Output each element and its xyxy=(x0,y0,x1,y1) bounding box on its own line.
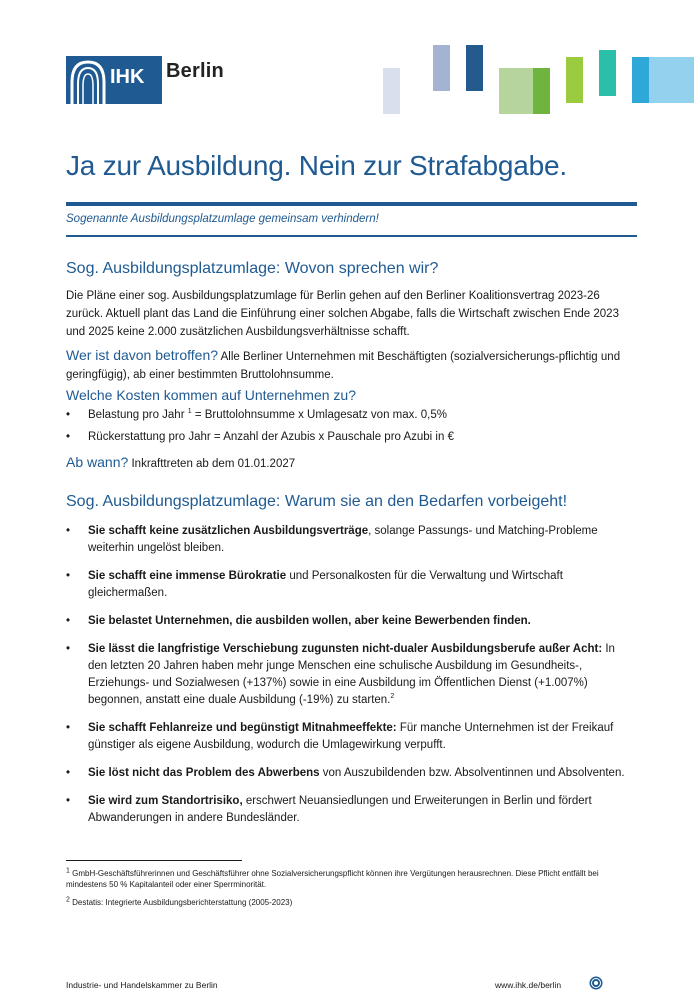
subtitle-rule xyxy=(66,235,637,237)
list-item xyxy=(66,613,626,630)
who-paragraph xyxy=(66,346,626,384)
cost1-text-rest: = Bruttolohnsumme x Umlagesatz von max. 0,5% xyxy=(191,409,447,421)
when-paragraph xyxy=(66,453,626,473)
footnote-1 xyxy=(66,868,626,890)
color-block xyxy=(599,50,616,96)
color-block xyxy=(499,68,533,114)
cost2-text: Rückerstattung pro Jahr = Anzahl der Azubis x Pauschale pro Azubi in € xyxy=(88,431,454,443)
footnote-text: GmbH-Geschäftsführerinnen und Geschäftsführer ohne Sozialversicherungspflicht können ihre Vergütungen herausrechnen. Diese Pflicht entfällt bei mindestens 50 % Kapitalanteil oder einer Sperrminorität. xyxy=(66,869,599,889)
reason-bold: Sie belastet Unternehmen, die ausbilden wollen, aber keine Bewerbenden finden. xyxy=(88,615,531,627)
reason-text: erschwert Neuansiedlungen und Erweiterungen in Berlin und fördert Abwanderungen in andere Bundesländer. xyxy=(88,795,592,824)
footnote-number: 2 xyxy=(66,896,70,904)
seal-icon xyxy=(589,976,603,990)
footnote-ref[interactable]: 1 xyxy=(187,408,192,416)
ihk-logo-mark xyxy=(66,56,162,104)
costs-list xyxy=(66,407,626,446)
section1-heading: Sog. Ausbildungsplatzumlage: Wovon sprechen wir? xyxy=(66,260,439,277)
footnote-text: Destatis: Integrierte Ausbildungsberichterstattung (2005-2023) xyxy=(69,898,293,907)
reason-bold: Sie löst nicht das Problem des Abwerbens xyxy=(88,767,320,779)
who-answer: Alle Berliner Unternehmen mit Beschäftigten (sozialversicherungs-pflichtig und geringfügig), ab einer bestimmten Bruttolohnsumme. xyxy=(66,351,621,381)
footnote-ref[interactable]: 2 xyxy=(390,693,395,701)
reason-bold: Sie schafft keine zusätzlichen Ausbildungsverträge xyxy=(88,525,369,537)
page-subtitle: Sogenannte Ausbildungsplatzumlage gemeinsam verhindern! xyxy=(66,213,379,225)
reason-text: , solange Passungs- und Matching-Probleme weiterhin ungelöst bleiben. xyxy=(88,525,598,554)
list-item xyxy=(66,407,626,424)
reason-text: und Personalkosten für die Verwaltung und Wirtschaft gleichermaßen. xyxy=(88,570,563,599)
section2-heading: Sog. Ausbildungsplatzumlage: Warum sie an den Bedarfen vorbeigeht! xyxy=(66,493,568,510)
color-block xyxy=(433,45,450,91)
color-block xyxy=(632,57,649,103)
list-item xyxy=(66,429,626,446)
costs-heading: Welche Kosten kommen auf Unternehmen zu? xyxy=(66,387,357,403)
reason-text: Für manche Unternehmen ist der Freikauf günstiger als eigene Ausbildung, wodurch die Umlagewirkung verpufft. xyxy=(88,722,614,751)
section1-intro: Die Pläne einer sog. Ausbildungsplatzumlage für Berlin gehen auf den Berliner Koalitionsvertrag 2023-26 zurück. Aktuell plant das Land die Einführung einer solchen Abgabe, falls die Wirtschaft zwischen Ende 2023 und 2025 keine 2.000 zusätzlichen Ausbildungsverhältnisse schafft. xyxy=(66,290,619,338)
list-item xyxy=(66,720,626,754)
footer-url[interactable]: www.ihk.de/berlin xyxy=(495,980,562,990)
footnote-rule xyxy=(66,860,242,861)
footnote-2 xyxy=(66,897,626,908)
color-block xyxy=(466,45,483,91)
color-block xyxy=(566,57,583,103)
when-answer: Inkrafttreten ab dem 01.01.2027 xyxy=(128,458,296,470)
reasons-list xyxy=(66,523,626,827)
reason-text: In den letzten 20 Jahren haben mehr junge Menschen eine schulische Ausbildung im Gesundheits-, Erziehungs- und Sozialwesen (+137%) sowie in eine Ausbildung im Öffentlichen Dienst (+1.007%) begonnen, anstatt eine duale Ausbildung (-19%) zu starten. xyxy=(88,643,615,706)
reason-bold: Sie schafft eine immense Bürokratie xyxy=(88,570,287,582)
reason-bold: Sie lässt die langfristige Verschiebung zugunsten nicht-dualer Ausbildungsberufe außer Acht: xyxy=(88,643,603,655)
page-title: Ja zur Ausbildung. Nein zur Strafabgabe. xyxy=(66,150,567,181)
list-item xyxy=(66,568,626,602)
color-block xyxy=(649,57,694,103)
who-question: Wer ist davon betroffen? xyxy=(66,347,219,363)
when-question: Ab wann? xyxy=(66,454,129,470)
list-item xyxy=(66,523,626,557)
footnote-number: 1 xyxy=(66,867,70,875)
logo-word: Berlin xyxy=(166,60,224,82)
reason-bold: Sie wird zum Standortrisiko, xyxy=(88,795,243,807)
logo-short: IHK xyxy=(110,66,145,88)
footer-org: Industrie- und Handelskammer zu Berlin xyxy=(66,980,218,990)
list-item xyxy=(66,793,626,827)
color-block xyxy=(383,68,400,114)
cost1-text: Belastung pro Jahr xyxy=(88,409,188,421)
list-item xyxy=(66,641,626,709)
title-rule xyxy=(66,202,637,206)
list-item xyxy=(66,765,626,782)
color-block xyxy=(533,68,550,114)
reason-bold: Sie schafft Fehlanreize und begünstigt Mitnahmeeffekte: xyxy=(88,722,397,734)
reason-text: von Auszubildenden bzw. Absolventinnen und Absolventen. xyxy=(319,767,625,779)
